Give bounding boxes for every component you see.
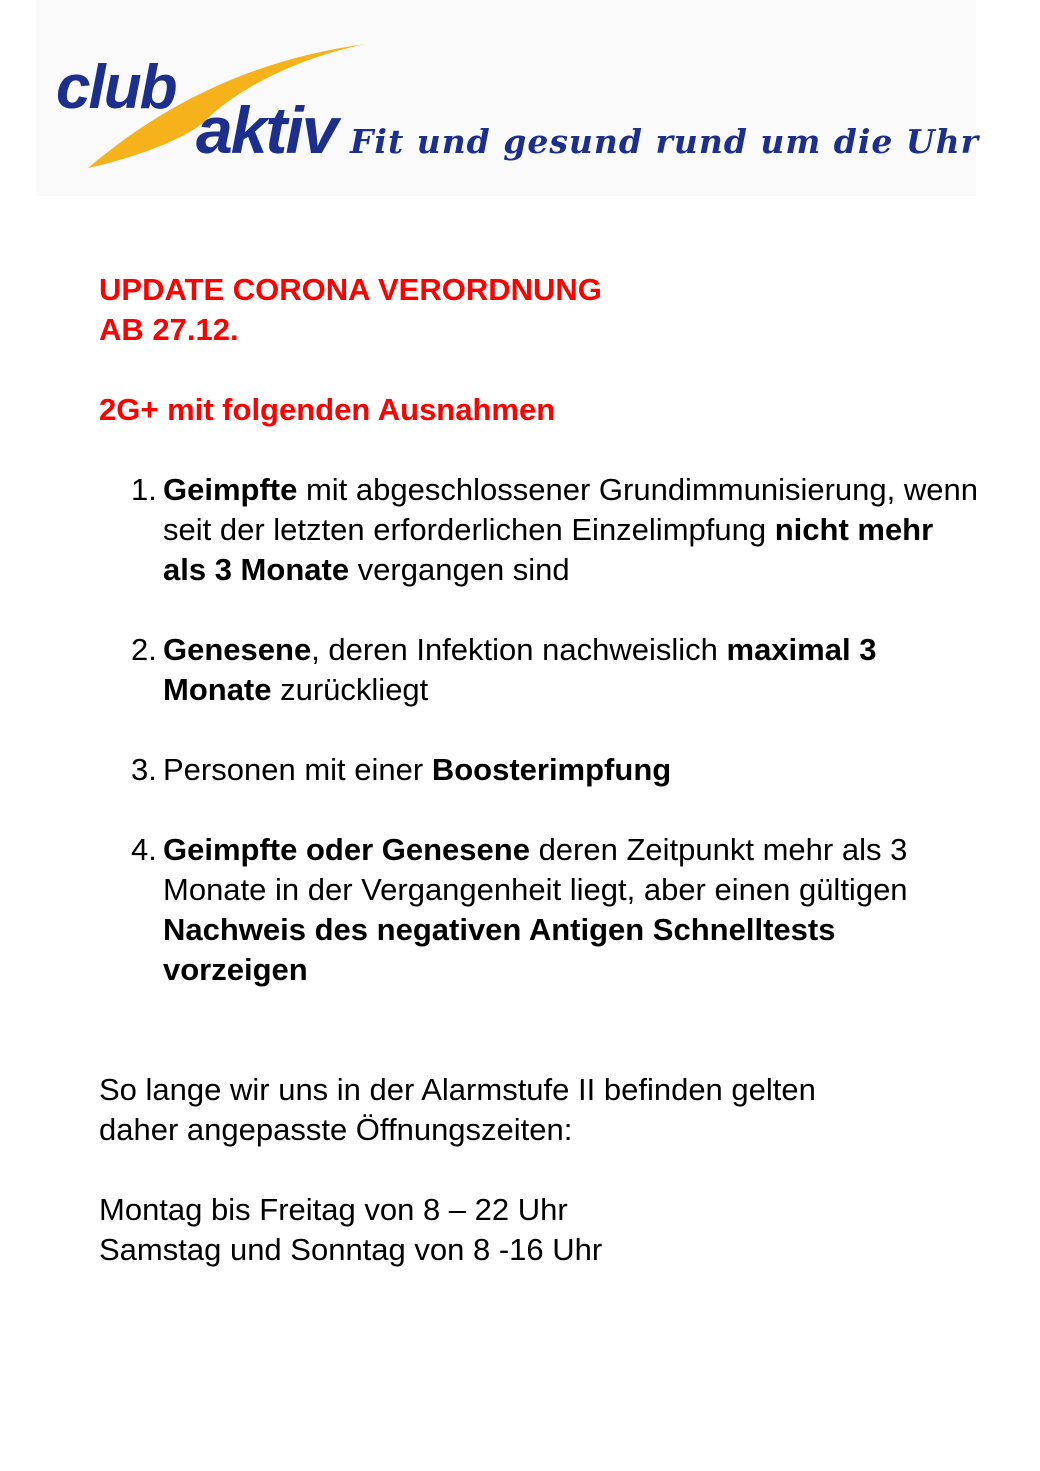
rule-bold-text: Geimpfte	[163, 472, 298, 507]
alarm-level-info	[99, 1070, 979, 1150]
logo-club-text: club	[56, 53, 176, 122]
club-aktiv-logo	[36, 0, 980, 196]
logo-swoosh-icon	[36, 0, 976, 196]
rule-text: Personen mit einer	[163, 752, 432, 787]
hours-weekend: Samstag und Sonntag von 8 -16 Uhr	[99, 1232, 603, 1267]
rule-bold-text: Geimpfte oder Genesene	[163, 832, 530, 867]
rule-bold-text: Boosterimpfung	[431, 752, 672, 787]
hours-weekdays: Montag bis Freitag von 8 – 22 Uhr	[99, 1192, 568, 1227]
rule-bold-text: nicht mehr als 3 Monate	[163, 512, 934, 587]
list-item-number: 2.	[131, 632, 157, 667]
list-item	[99, 470, 979, 590]
rule-bold-text: Nachweis des negativen Antigen Schnelltests vorzeigen	[163, 912, 836, 987]
notice-content	[99, 270, 979, 1270]
rule-text: , deren Infektion nachweislich	[311, 632, 727, 667]
info-line-2: daher angepasste Öffnungszeiten:	[99, 1112, 573, 1147]
notice-subheading: 2G+ mit folgenden Ausnahmen	[99, 392, 556, 427]
rule-text: vergangen sind	[349, 552, 570, 587]
notice-heading	[99, 270, 979, 350]
list-item-number: 1.	[131, 472, 157, 507]
logo-aktiv-text: aktiv	[196, 93, 337, 167]
heading-line-2: AB 27.12.	[99, 312, 239, 347]
opening-hours	[99, 1190, 979, 1270]
rule-bold-text: maximal 3 Monate	[163, 632, 877, 707]
rule-text: deren Zeitpunkt mehr als 3 Monate in der Vergangenheit liegt, aber einen gültigen	[163, 832, 908, 907]
list-item	[99, 750, 979, 790]
list-item	[99, 830, 979, 990]
list-item	[99, 630, 979, 710]
info-line-1: So lange wir uns in der Alarmstufe II befinden gelten	[99, 1072, 816, 1107]
rule-text: mit abgeschlossener Grundimmunisierung, wenn seit der letzten erforderlichen Einzelimpfung	[163, 472, 978, 547]
list-item-number: 4.	[131, 832, 157, 867]
heading-line-1: UPDATE CORONA VERORDNUNG	[99, 272, 602, 307]
rule-bold-text: Genesene	[163, 632, 312, 667]
list-item-number: 3.	[131, 752, 157, 787]
exceptions-list	[99, 470, 979, 990]
logo-tagline: Fit und gesund rund um die Uhr	[350, 122, 980, 161]
rule-text: zurückliegt	[271, 672, 429, 707]
